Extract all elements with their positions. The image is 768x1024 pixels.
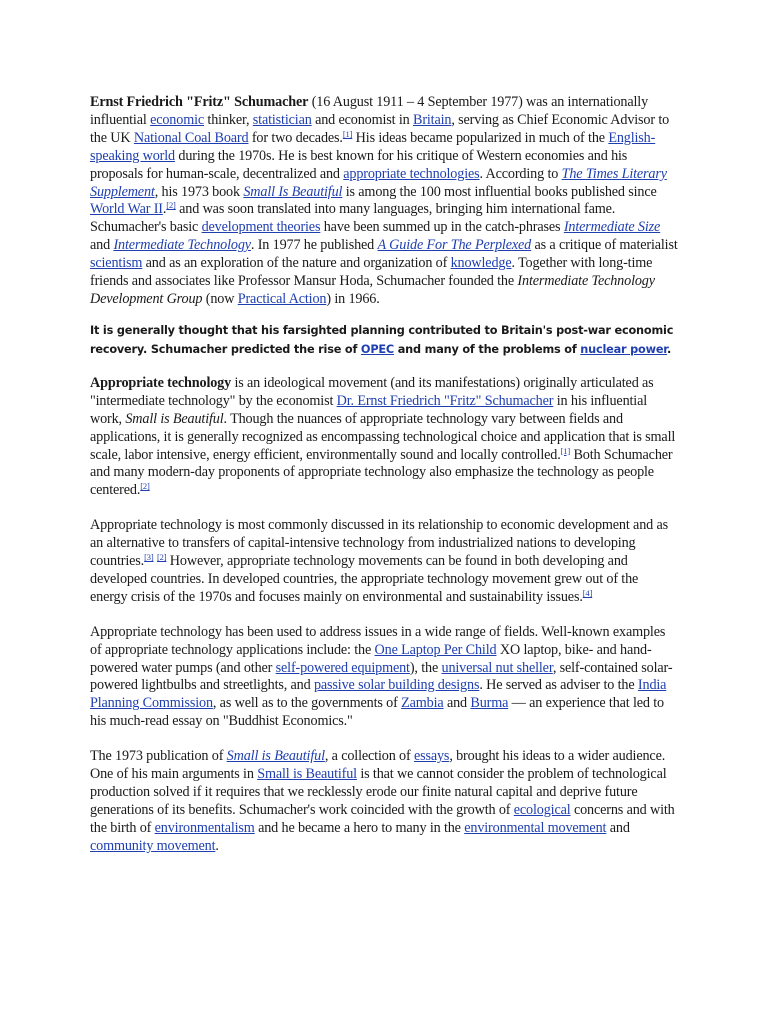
footnote-link[interactable]: [1] xyxy=(342,128,353,139)
link-essays[interactable]: essays xyxy=(413,748,450,765)
italic-title: Small is Beautiful xyxy=(125,410,224,427)
footnote-ref[interactable] xyxy=(343,129,352,139)
text-run: ) in 1966. xyxy=(326,290,380,307)
text-run: . Together with long-time friends and associates like Professor Mansur Hoda, Schumacher founded the xyxy=(90,255,653,290)
text-run: thinker, xyxy=(204,111,253,128)
text-run: It is generally thought that his farsighted planning contributed to Britain's post-war economic recovery. Schumacher predicted the rise of xyxy=(90,323,674,356)
link-practical-action[interactable]: Practical Action xyxy=(237,290,327,307)
text-run: and as an exploration of the nature and organization of xyxy=(142,255,451,272)
text-run: . He served as adviser to the xyxy=(479,677,638,694)
footnote-link[interactable]: [2] xyxy=(166,200,176,211)
link-environmental-movement[interactable]: environmental movement xyxy=(464,819,607,836)
text-run: . xyxy=(667,342,672,356)
text-run: However, appropriate technology movements can be found in both developing and developed countries. In developed countries, the appropriate technology movement grew out of the energy crisis of the 1970s and focuses mainly on environmental and sustainability issues. xyxy=(90,553,639,605)
link-britain[interactable]: Britain xyxy=(413,111,452,128)
link-self-powered-equipment[interactable]: self-powered equipment xyxy=(275,659,410,676)
link-intermediate-size[interactable]: Intermediate Size xyxy=(563,219,661,236)
link-a-guide-for-the-perplexed[interactable]: A Guide For The Perplexed xyxy=(377,237,532,254)
bold-term: Ernst Friedrich "Fritz" Schumacher xyxy=(90,94,309,110)
text-run: . In 1977 he published xyxy=(250,237,378,254)
text-run: — an experience that led to his much-read essay on "Buddhist Economics." xyxy=(90,695,665,730)
link-ecological[interactable]: ecological xyxy=(513,801,571,818)
text-run: , self-contained solar-powered lightbulbs and streetlights, and xyxy=(90,659,673,694)
text-run: and xyxy=(90,237,114,254)
footnote-ref[interactable] xyxy=(561,446,570,456)
link-scientism[interactable]: scientism xyxy=(90,255,143,272)
text-run: and xyxy=(606,819,630,836)
text-run: and economist in xyxy=(311,111,413,128)
text-run: during the 1970s. He is best known for his critique of Western economies and his proposals for human-scale, decentralized and xyxy=(90,147,628,182)
text-run: ), the xyxy=(409,659,442,676)
footnote-ref[interactable] xyxy=(166,200,175,210)
link-intermediate-technology[interactable]: Intermediate Technology xyxy=(113,237,251,254)
text-run: is that we cannot consider the problem of technological production solved if it requires that we recklessly erode our finite natural capital and deprive future generations of its benefits. Schumacher's work coincided with the growth of xyxy=(90,766,667,818)
link-world-war-ii[interactable]: World War II xyxy=(90,201,163,218)
link-small-is-beautiful[interactable]: Small is Beautiful xyxy=(226,748,325,765)
text-run: (now xyxy=(202,290,238,307)
footnote-ref[interactable] xyxy=(140,481,149,491)
link-the-times-literary-supplement[interactable]: The Times Literary Supplement xyxy=(90,165,667,200)
link-development-theories[interactable]: development theories xyxy=(201,219,321,236)
link-dr-ernst-friedrich-fritz-schumacher[interactable]: Dr. Ernst Friedrich "Fritz" Schumacher xyxy=(336,392,554,409)
paragraph-schumacher-bio xyxy=(90,94,678,309)
text-run: and was soon translated into many languages, bringing him international fame. Schumacher's basic xyxy=(90,201,616,236)
document-page xyxy=(90,94,678,873)
link-economic[interactable]: economic xyxy=(150,111,205,128)
text-run: His ideas became popularized in much of the xyxy=(352,129,609,146)
text-run: is among the 100 most influential books published since xyxy=(342,183,657,200)
text-run: and he became a hero to many in the xyxy=(254,819,465,836)
text-run: and many of the problems of xyxy=(394,342,581,356)
text-run: , as well as to the governments of xyxy=(212,695,402,712)
link-universal-nut-sheller[interactable]: universal nut sheller xyxy=(441,659,553,676)
link-small-is-beautiful[interactable]: Small is Beautiful xyxy=(257,766,357,783)
text-run: , brought his ideas to a wider audience. One of his main arguments in xyxy=(90,748,666,783)
link-knowledge[interactable]: knowledge xyxy=(450,255,512,272)
link-appropriate-technologies[interactable]: appropriate technologies xyxy=(343,165,480,182)
text-run: for two decades. xyxy=(248,129,343,146)
text-run: Appropriate technology is most commonly discussed in its relationship to economic development and as an alternative to transfers of capital-intensive technology from industrialized nations to developing countries. xyxy=(90,517,669,570)
link-community-movement[interactable]: community movement xyxy=(90,837,216,854)
text-run: Appropriate technology has been used to address issues in a wide range of fields. Well-known examples of appropriate technology applications include: the xyxy=(90,623,666,658)
text-run: is an ideological movement (and its manifestations) originally articulated as "intermediate technology" by the economist xyxy=(90,374,654,409)
text-run: Both Schumacher and many modern-day proponents of appropriate technology also emphasize the technology as people centered. xyxy=(90,446,673,499)
link-statistician[interactable]: statistician xyxy=(252,111,312,128)
link-passive-solar-building-designs[interactable]: passive solar building designs xyxy=(313,677,480,694)
text-run: . According to xyxy=(479,165,562,182)
text-run: XO laptop, bike- and hand-powered water pumps (and other xyxy=(90,641,652,676)
text-run: . Though the nuances of appropriate technology vary between fields and applications, it is generally recognized as encompassing technological choice and application that is small scale, labor intensive, energy efficient, environmentally sound and locally controlled. xyxy=(90,410,676,463)
note-economic-recovery xyxy=(90,321,678,359)
bold-term: Appropriate technology xyxy=(90,374,232,391)
text-run: (16 August 1911 – 4 September 1977) was an internationally influential xyxy=(90,94,649,128)
link-environmentalism[interactable]: environmentalism xyxy=(154,819,255,836)
link-one-laptop-per-child[interactable]: One Laptop Per Child xyxy=(374,641,497,658)
footnote-ref[interactable] xyxy=(583,588,592,598)
paragraph-economic-development xyxy=(90,517,678,607)
italic-title: Intermediate Technology Development Group xyxy=(90,273,655,307)
link-zambia[interactable]: Zambia xyxy=(401,695,444,712)
text-run: have been summed up in the catch-phrases xyxy=(320,219,564,236)
text-run: , serving as Chief Economic Advisor to the UK xyxy=(90,111,670,146)
text-run: . xyxy=(162,201,167,218)
text-run: . xyxy=(215,837,219,854)
footnote-ref[interactable] xyxy=(144,552,153,562)
footnote-link[interactable]: [1] xyxy=(560,445,571,456)
paragraph-appropriate-technology-definition xyxy=(90,375,678,500)
text-run: The 1973 publication of xyxy=(90,748,227,765)
text-run: , his 1973 book xyxy=(154,183,244,200)
text-run: as a critique of materialist xyxy=(531,237,678,254)
text-run: in his influential work, xyxy=(90,392,648,427)
link-burma[interactable]: Burma xyxy=(470,695,509,712)
text-run: concerns and with the birth of xyxy=(90,801,675,836)
text-run: , a collection of xyxy=(324,748,414,765)
link-opec[interactable]: OPEC xyxy=(360,342,395,356)
footnote-link[interactable]: [4] xyxy=(582,587,593,598)
paragraph-small-is-beautiful xyxy=(90,748,678,855)
link-nuclear-power[interactable]: nuclear power xyxy=(580,342,668,356)
footnote-link[interactable]: [2] xyxy=(140,481,150,492)
link-india-planning-commission[interactable]: India Planning Commission xyxy=(90,677,667,712)
footnote-link[interactable]: [2] xyxy=(156,552,167,563)
link-small-is-beautiful[interactable]: Small Is Beautiful xyxy=(243,183,343,200)
link-english-speaking-world[interactable]: English-speaking world xyxy=(90,129,656,164)
footnote-ref[interactable] xyxy=(157,552,166,562)
link-national-coal-board[interactable]: National Coal Board xyxy=(133,129,249,146)
paragraph-applications xyxy=(90,624,678,731)
text-run: and xyxy=(443,695,471,712)
footnote-link[interactable]: [3] xyxy=(144,552,154,563)
